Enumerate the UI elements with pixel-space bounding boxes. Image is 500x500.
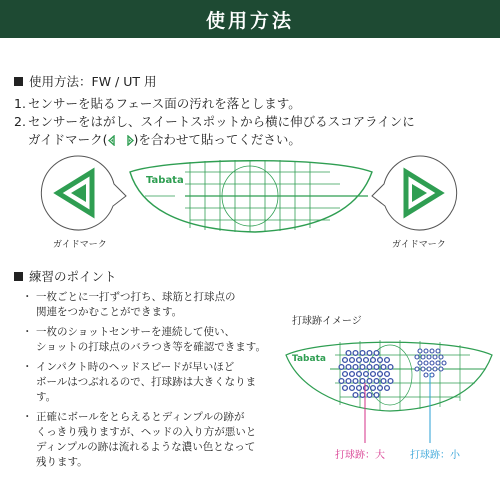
- dimple-dot: [343, 358, 348, 363]
- tip-text: 一枚ごとに一打ずつ打ち、球筋と打球点の 関連をつかむことができます。: [36, 291, 236, 318]
- dimple-dot: [439, 367, 443, 371]
- list-item: [22, 290, 272, 320]
- tip-text: インパクト時のヘッドスピードが早いほど ボールはつぶれるので、打球跡は大きくなります。: [36, 361, 257, 403]
- guide-mark-left-icon: [108, 135, 121, 146]
- dimple-dot: [339, 365, 344, 370]
- guide-mark-right-icon: [121, 135, 134, 146]
- dimple-dot: [364, 372, 369, 377]
- dimple-dot: [378, 358, 383, 363]
- dimple-dot: [388, 379, 393, 384]
- dimple-dot: [378, 386, 383, 391]
- dimple-dot: [357, 358, 362, 363]
- step-text-b: ガイドマーク(: [28, 132, 108, 147]
- dimple-dot: [357, 386, 362, 391]
- dimple-dot: [350, 372, 355, 377]
- dimple-dot: [353, 393, 358, 398]
- dimple-dot: [360, 379, 365, 384]
- dimple-dot: [353, 379, 358, 384]
- dimple-dot: [427, 355, 431, 359]
- dimple-dot: [371, 386, 376, 391]
- dimple-dot: [346, 379, 351, 384]
- step-text-cont: [14, 132, 301, 147]
- dimple-dot: [346, 365, 351, 370]
- page-header: [0, 0, 500, 38]
- dimple-dot: [381, 365, 386, 370]
- dimple-dot: [364, 386, 369, 391]
- dimple-dot: [433, 355, 437, 359]
- step-text-c: )を合わせて貼ってください。: [133, 132, 301, 147]
- dimple-dot: [418, 361, 422, 365]
- dimple-dot: [350, 358, 355, 363]
- dimple-dot: [353, 365, 358, 370]
- dimple-dot: [343, 372, 348, 377]
- dimple-dot: [433, 367, 437, 371]
- impact-diagram: [280, 325, 500, 465]
- list-item: [22, 360, 272, 405]
- dimple-dot: [378, 372, 383, 377]
- dimple-dot: [371, 372, 376, 377]
- dimple-dot: [421, 355, 425, 359]
- dimple-dot: [430, 373, 434, 377]
- dimple-dot: [371, 358, 376, 363]
- guide-left-label: ガイドマーク: [53, 240, 107, 250]
- dimple-dot: [339, 379, 344, 384]
- bullet: ・: [22, 411, 33, 423]
- dimple-dot: [367, 365, 372, 370]
- dimple-dot: [367, 379, 372, 384]
- dimple-dot: [430, 361, 434, 365]
- dimple-dot: [353, 351, 358, 356]
- usage-heading: [14, 72, 156, 90]
- tip-text: 正確にボールをとらえるとディンプルの跡が くっきり残りますが、ヘッドの入り方が悪いと ディンプルの跡は流れるような濃い色となって 残ります。: [36, 411, 257, 468]
- dimple-dot: [415, 367, 419, 371]
- dimple-dot: [381, 379, 386, 384]
- dimple-dot: [385, 386, 390, 391]
- dimple-dot: [360, 393, 365, 398]
- practice-tips-list: [22, 290, 272, 475]
- guide-right-label: ガイドマーク: [392, 240, 446, 250]
- mark-large-label: 打球跡：大: [335, 450, 385, 461]
- dimple-dot: [442, 361, 446, 365]
- bullet: ・: [22, 291, 33, 303]
- bullet: ・: [22, 326, 33, 338]
- sensor-shape: [130, 160, 372, 232]
- dimple-dot: [430, 349, 434, 353]
- dimple-dot: [374, 351, 379, 356]
- dimple-dot: [436, 361, 440, 365]
- list-item: [22, 325, 272, 355]
- bullet: ・: [22, 361, 33, 373]
- dimple-dot: [388, 365, 393, 370]
- brand-logo-text: Tabata: [146, 175, 184, 186]
- tip-text: 一枚のショットセンサーを連続して使い、 ショットの打球点のバラつき等を確認できます。: [36, 326, 266, 353]
- page-title: 使用方法: [205, 9, 294, 32]
- usage-step-1: [14, 95, 301, 113]
- guide-bubble-right: [372, 156, 457, 230]
- guide-bubble-left: [41, 156, 126, 230]
- dimple-dot: [415, 355, 419, 359]
- dimple-dot: [439, 355, 443, 359]
- dimple-dot: [436, 349, 440, 353]
- practice-heading: [14, 267, 117, 285]
- dimple-dot: [374, 365, 379, 370]
- dimple-dot: [343, 386, 348, 391]
- step-text: センサーをはがし、スイートスポットから横に伸びるスコアラインに: [28, 114, 415, 129]
- dimple-dot: [427, 367, 431, 371]
- dimple-dot: [367, 393, 372, 398]
- dimple-dot: [350, 386, 355, 391]
- step-number: 1.: [14, 96, 26, 111]
- dimple-dot: [360, 365, 365, 370]
- dimple-dot: [357, 372, 362, 377]
- dimple-dot: [385, 358, 390, 363]
- mark-small-label: 打球跡：小: [410, 450, 460, 461]
- dimple-dot: [385, 372, 390, 377]
- usage-heading-text: 使用方法：FW / UT 用: [29, 74, 157, 89]
- practice-heading-text: 練習のポイント: [29, 269, 117, 284]
- dimple-dot: [424, 361, 428, 365]
- dimple-dot: [424, 373, 428, 377]
- brand-logo-text: Tabata: [292, 354, 326, 364]
- dimple-dot: [367, 351, 372, 356]
- dimple-dot: [424, 349, 428, 353]
- step-text: センサーを貼るフェース面の汚れを落とします。: [28, 96, 301, 111]
- dimple-dot: [360, 351, 365, 356]
- square-bullet-icon: [14, 272, 23, 281]
- dimple-dot: [374, 379, 379, 384]
- dimple-dot: [364, 358, 369, 363]
- usage-step-2: [14, 113, 415, 149]
- dimple-dot: [418, 349, 422, 353]
- square-bullet-icon: [14, 77, 23, 86]
- dimple-dot: [421, 367, 425, 371]
- dimple-dot: [374, 393, 379, 398]
- dimple-dot: [346, 351, 351, 356]
- list-item: [22, 410, 272, 470]
- impact-image-label: 打球跡イメージ: [292, 316, 362, 327]
- step-number: 2.: [14, 114, 26, 129]
